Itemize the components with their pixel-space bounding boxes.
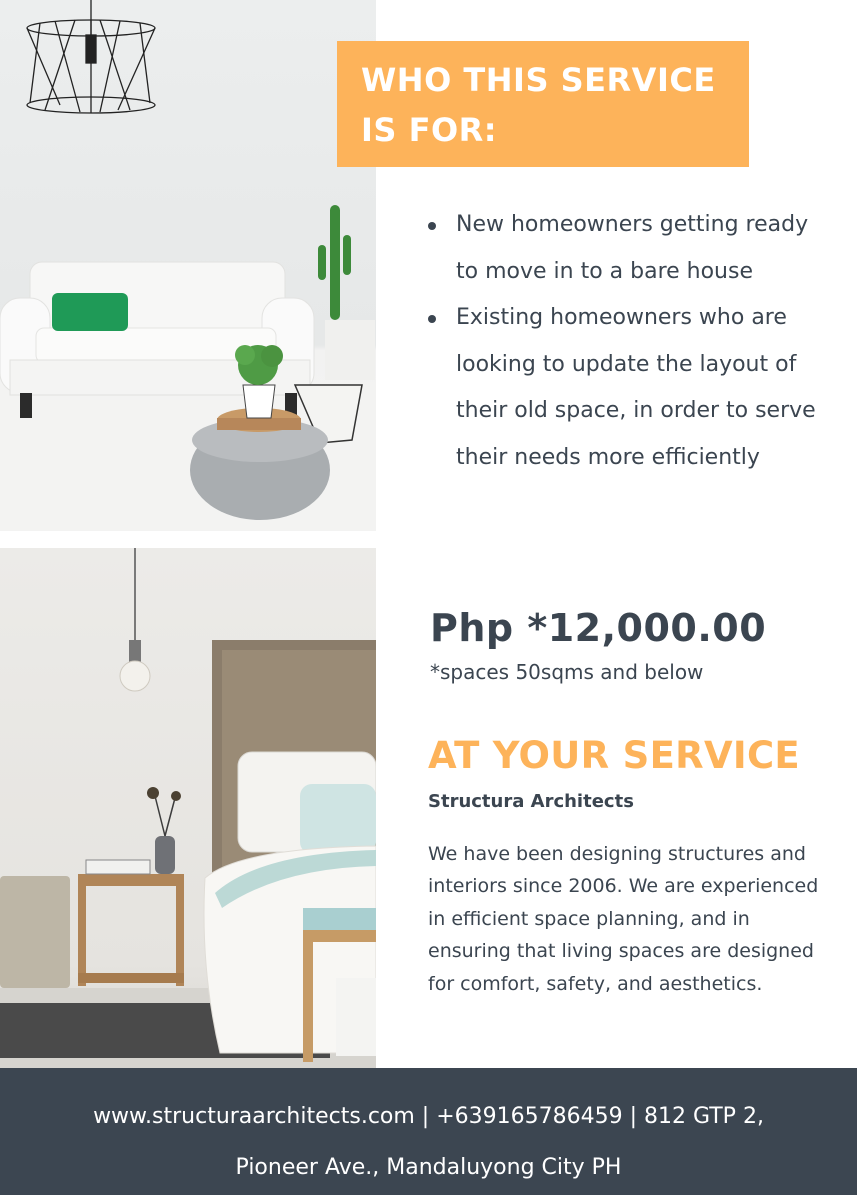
living-room-illustration xyxy=(0,0,376,531)
price-amount: Php *12,000.00 xyxy=(430,606,767,650)
company-name: Structura Architects xyxy=(428,791,634,812)
living-room-photo xyxy=(0,0,376,531)
title-banner xyxy=(337,41,749,167)
section-heading: AT YOUR SERVICE xyxy=(428,734,800,777)
footer xyxy=(0,1068,857,1195)
bedroom-illustration xyxy=(0,548,376,1068)
nightstand xyxy=(78,787,184,986)
bedroom-photo xyxy=(0,548,376,1068)
bullet-icon xyxy=(428,222,436,230)
list-item xyxy=(426,202,836,295)
list-item-text: New homeowners getting ready to move in to a bare house xyxy=(456,212,809,284)
list-item-text: Existing homeowners who are looking to update the layout of their old space, in order to serve their needs more efficiently xyxy=(456,305,816,470)
list-item xyxy=(426,295,836,481)
company-description: We have been designing structures and interiors since 2006. We are experienced in efficient space planning, and in ensuring that living spaces are designed for comfort, safety, and aesthetics. xyxy=(428,843,819,995)
footer-address-line: Pioneer Ave., Mandaluyong City PH xyxy=(235,1155,622,1180)
page-title: WHO THIS SERVICE IS FOR: xyxy=(361,61,716,149)
audience-list xyxy=(426,202,836,481)
pendant-bulb xyxy=(120,548,150,691)
price-note: *spaces 50sqms and below xyxy=(430,660,704,684)
footer-contact-line: www.structuraarchitects.com | +639165786459 | 812 GTP 2, xyxy=(93,1104,764,1129)
wire-pendant-lamp xyxy=(27,0,155,113)
bullet-icon xyxy=(428,315,436,323)
